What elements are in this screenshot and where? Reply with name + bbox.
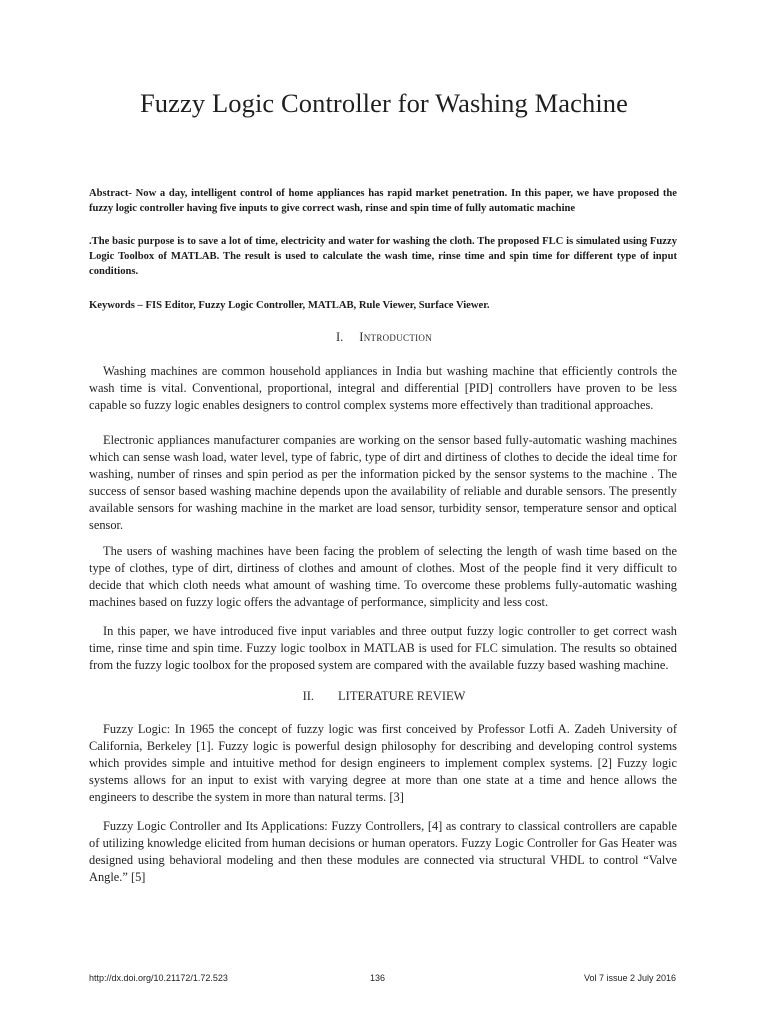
- keywords: Keywords – FIS Editor, Fuzzy Logic Controller, MATLAB, Rule Viewer, Surface Viewer.: [89, 300, 490, 311]
- intro-paragraph-3: The users of washing machines have been facing the problem of selecting the length of wash time based on the type of clothes, type of dirt, dirtiness of clothes and amount of clothes. Most of the people find it very difficult to decide that which cloth needs what amount of washing time. To overcome these problems fully-automatic washing machines based on fuzzy logic offers the advantage of performance, simplicity and less cost.: [89, 544, 677, 609]
- abstract-paragraph-2: .The basic purpose is to save a lot of time, electricity and water for washing the cloth. The proposed FLC is simulated using Fuzzy Logic Toolbox of MATLAB. The result is used to calculate the wash time, rinse time and spin time for different type of input conditions.: [89, 236, 677, 277]
- section-number: I.: [335, 330, 344, 344]
- section-number: II.: [302, 689, 315, 703]
- intro-paragraph-1: Washing machines are common household appliances in India but washing machine that efficiently controls the wash time is vital. Conventional, proportional, integral and differential [PID] controllers have proven to be less capable so fuzzy logic enables designers to control complex systems more effectively than traditional approaches.: [89, 364, 677, 412]
- literature-paragraph-2: Fuzzy Logic Controller and Its Applications: Fuzzy Controllers, [4] as contrary to classical controllers are capable of utilizing knowledge elicited from human decisions or human operators. Fuzzy Logic Controller for Gas Heater was designed using behavioral modeling and then these modules are connected via structural VHDL to control “Valve Angle.” [5]: [89, 819, 677, 884]
- section-heading-introduction: [0, 330, 768, 345]
- intro-paragraph-4: In this paper, we have introduced five input variables and three output fuzzy logic controller to get correct wash time, rinse time and spin time. Fuzzy logic toolbox in MATLAB is used for FLC simulation. The results so obtained from the fuzzy logic toolbox for the proposed system are compared with the available fuzzy based washing machine.: [89, 624, 677, 672]
- abstract-paragraph-1: Abstract- Now a day, intelligent control of home appliances has rapid market penetration. In this paper, we have proposed the fuzzy logic controller having five inputs to give correct wash, rinse and spin time of fully automatic machine: [89, 188, 677, 214]
- intro-paragraph-2: Electronic appliances manufacturer companies are working on the sensor based fully-automatic washing machines which can sense wash load, water level, type of fabric, type of dirt and dirtiness of clothes to decide the ideal time for washing, number of rinses and spin period as per the information picked by the sensor systems to the machine . The success of sensor based washing machine depends upon the availability of reliable and durable sensors. The presently available sensors for washing machine in the market are load sensor, turbidity sensor, temperature sensor and optical sensor.: [89, 433, 677, 532]
- section-title: LITERATURE REVIEW: [338, 689, 466, 703]
- literature-paragraph-1: Fuzzy Logic: In 1965 the concept of fuzzy logic was first conceived by Professor Lotfi A. Zadeh University of California, Berkeley [1]. Fuzzy logic is powerful design philosophy for describing and developing control systems which provides simple and intuitive method for design engineers to implement complex systems. [2] Fuzzy logic systems allows for an input to exist with varying degree at more than one state at a time and hence allows the engineers to describe the system in more than natural terms. [3]: [89, 722, 677, 804]
- footer-doi: http://dx.doi.org/10.21172/1.72.523: [89, 973, 228, 983]
- paper-title: Fuzzy Logic Controller for Washing Machine: [139, 88, 629, 118]
- section-title: Introduction: [359, 330, 433, 344]
- section-heading-literature-review: [0, 689, 768, 704]
- footer-page-number: 136: [370, 973, 386, 983]
- footer-volume: Vol 7 issue 2 July 2016: [583, 973, 676, 983]
